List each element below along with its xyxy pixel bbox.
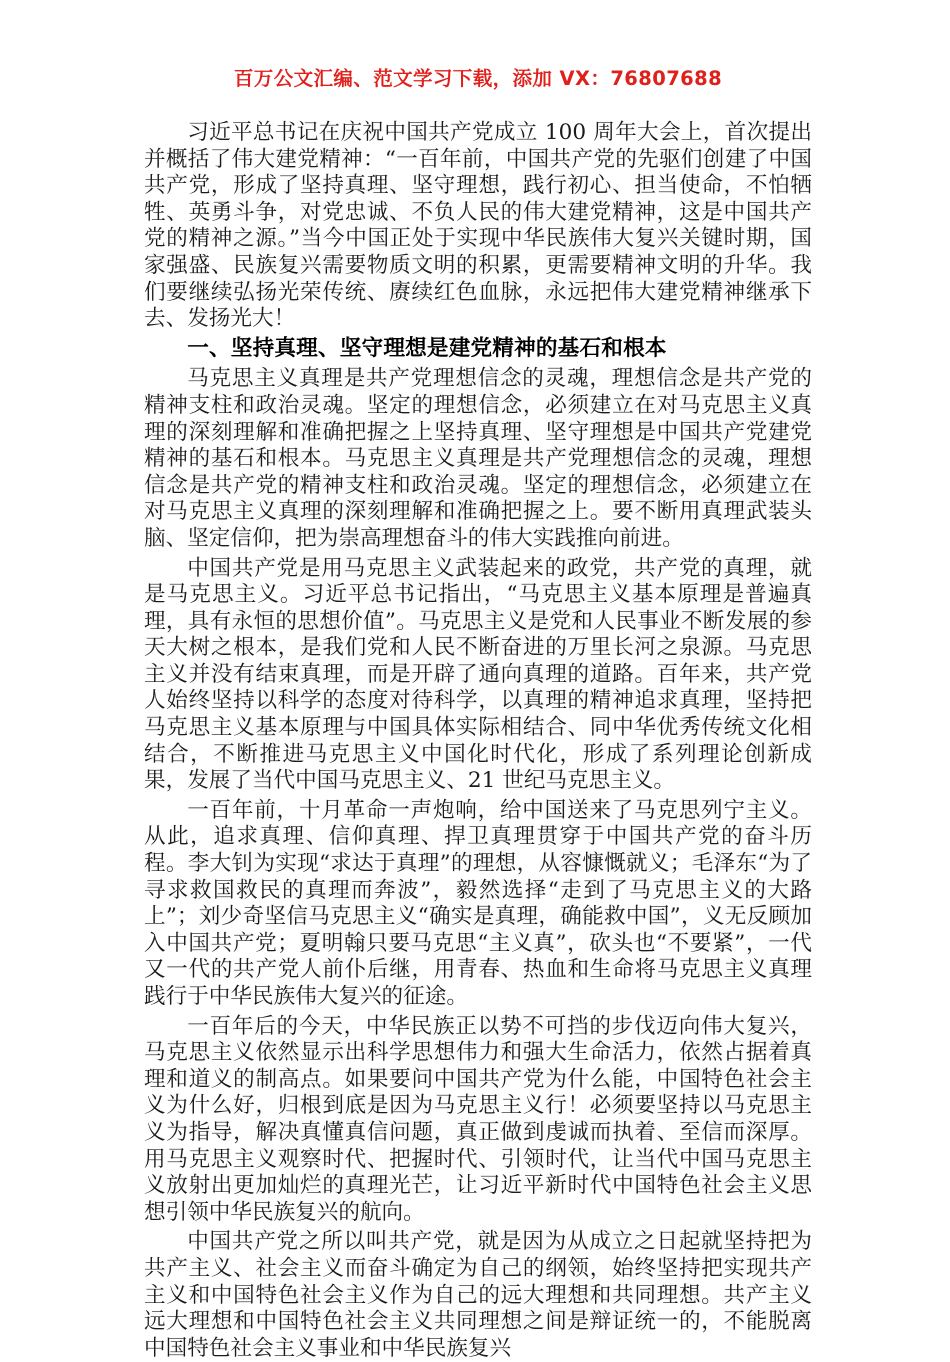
document-body [144, 120, 812, 1362]
promo-banner-text: 百万公文汇编、范文学习下载，添加 VX：76807688 [233, 67, 723, 90]
paragraph-6: 中国共产党之所以叫共产党，就是因为从成立之日起就坚持把为共产主义、社会主义而奋斗确定为自己的纲领，始终坚持把实现共产主义和中国特色社会主义作为自己的远大理想和共同理想。共产主义远大理想和中国特色社会主义共同理想之间是辩证统一的，不能脱离中国特色社会主义事业和中华民族复兴 [144, 1229, 812, 1361]
paragraph-4: 一百年前，十月革命一声炮响，给中国送来了马克思列宁主义。从此，追求真理、信仰真理、捍卫真理贯穿于中国共产党的奋斗历程。李大钊为实现“求达于真理”的理想，从容慷慨就义；毛泽东“为了寻求救国救民的真理而奔波”，毅然选择“走到了马克思主义的大路上”；刘少奇坚信马克思主义“确实是真理，确能救中国”，义无反顾加入中国共产党；夏明翰只要马克思“主义真”，砍头也“不要紧”，一代又一代的共产党人前仆后继，用青春、热血和生命将马克思主义真理践行于中华民族伟大复兴的征途。 [144, 797, 812, 1009]
paragraph-1: 习近平总书记在庆祝中国共产党成立 100 周年大会上，首次提出并概括了伟大建党精神：“一百年前，中国共产党的先驱们创建了中国共产党，形成了坚持真理、坚守理想，践行初心、担当使命，不怕牺牲、英勇斗争，对党忠诚、不负人民的伟大建党精神，这是中国共产党的精神之源。”当今中国正处于实现中华民族伟大复兴关键时期，国家强盛、民族复兴需要物质文明的积累，更需要精神文明的升华。我们要继续弘扬光荣传统、赓续红色血脉，永远把伟大建党精神继承下去、发扬光大！ [144, 120, 812, 332]
section-heading-1: 一、坚持真理、坚守理想是建党精神的基石和根本 [187, 335, 667, 361]
paragraph-2: 马克思主义真理是共产党理想信念的灵魂，理想信念是共产党的精神支柱和政治灵魂。坚定的理想信念，必须建立在对马克思主义真理的深刻理解和准确把握之上坚持真理、坚守理想是中国共产党建党精神的基石和根本。马克思主义真理是共产党理想信念的灵魂，理想信念是共产党的精神支柱和政治灵魂。坚定的理想信念，必须建立在对马克思主义真理的深刻理解和准确把握之上。要不断用真理武装头脑、坚定信仰，把为崇高理想奋斗的伟大实践推向前进。 [144, 366, 812, 551]
paragraph-3: 中国共产党是用马克思主义武装起来的政党，共产党的真理，就是马克思主义。习近平总书记指出，“马克思主义基本原理是普遍真理，具有永恒的思想价值”。马克思主义是党和人民事业不断发展的参天大树之根本，是我们党和人民不断奋进的万里长河之泉源。马克思主义并没有结束真理，而是开辟了通向真理的道路。百年来，共产党人始终坚持以科学的态度对待科学，以真理的精神追求真理，坚持把马克思主义基本原理与中国具体实际相结合、同中华优秀传统文化相结合，不断推进马克思主义中国化时代化，形成了系列理论创新成果，发展了当代中国马克思主义、21 世纪马克思主义。 [144, 555, 812, 794]
paragraph-5: 一百年后的今天，中华民族正以势不可挡的步伐迈向伟大复兴，马克思主义依然显示出科学思想伟力和强大生命活力，依然占据着真理和道义的制高点。如果要问中国共产党为什么能，中国特色社会主义为什么好，归根到底是因为马克思主义行！必须要坚持以马克思主义为指导，解决真懂真信问题，真正做到虔诚而执着、至信而深厚。用马克思主义观察时代、把握时代、引领时代，让当代中国马克思主义放射出更加灿烂的真理光芒，让习近平新时代中国特色社会主义思想引领中华民族复兴的航向。 [144, 1013, 812, 1225]
